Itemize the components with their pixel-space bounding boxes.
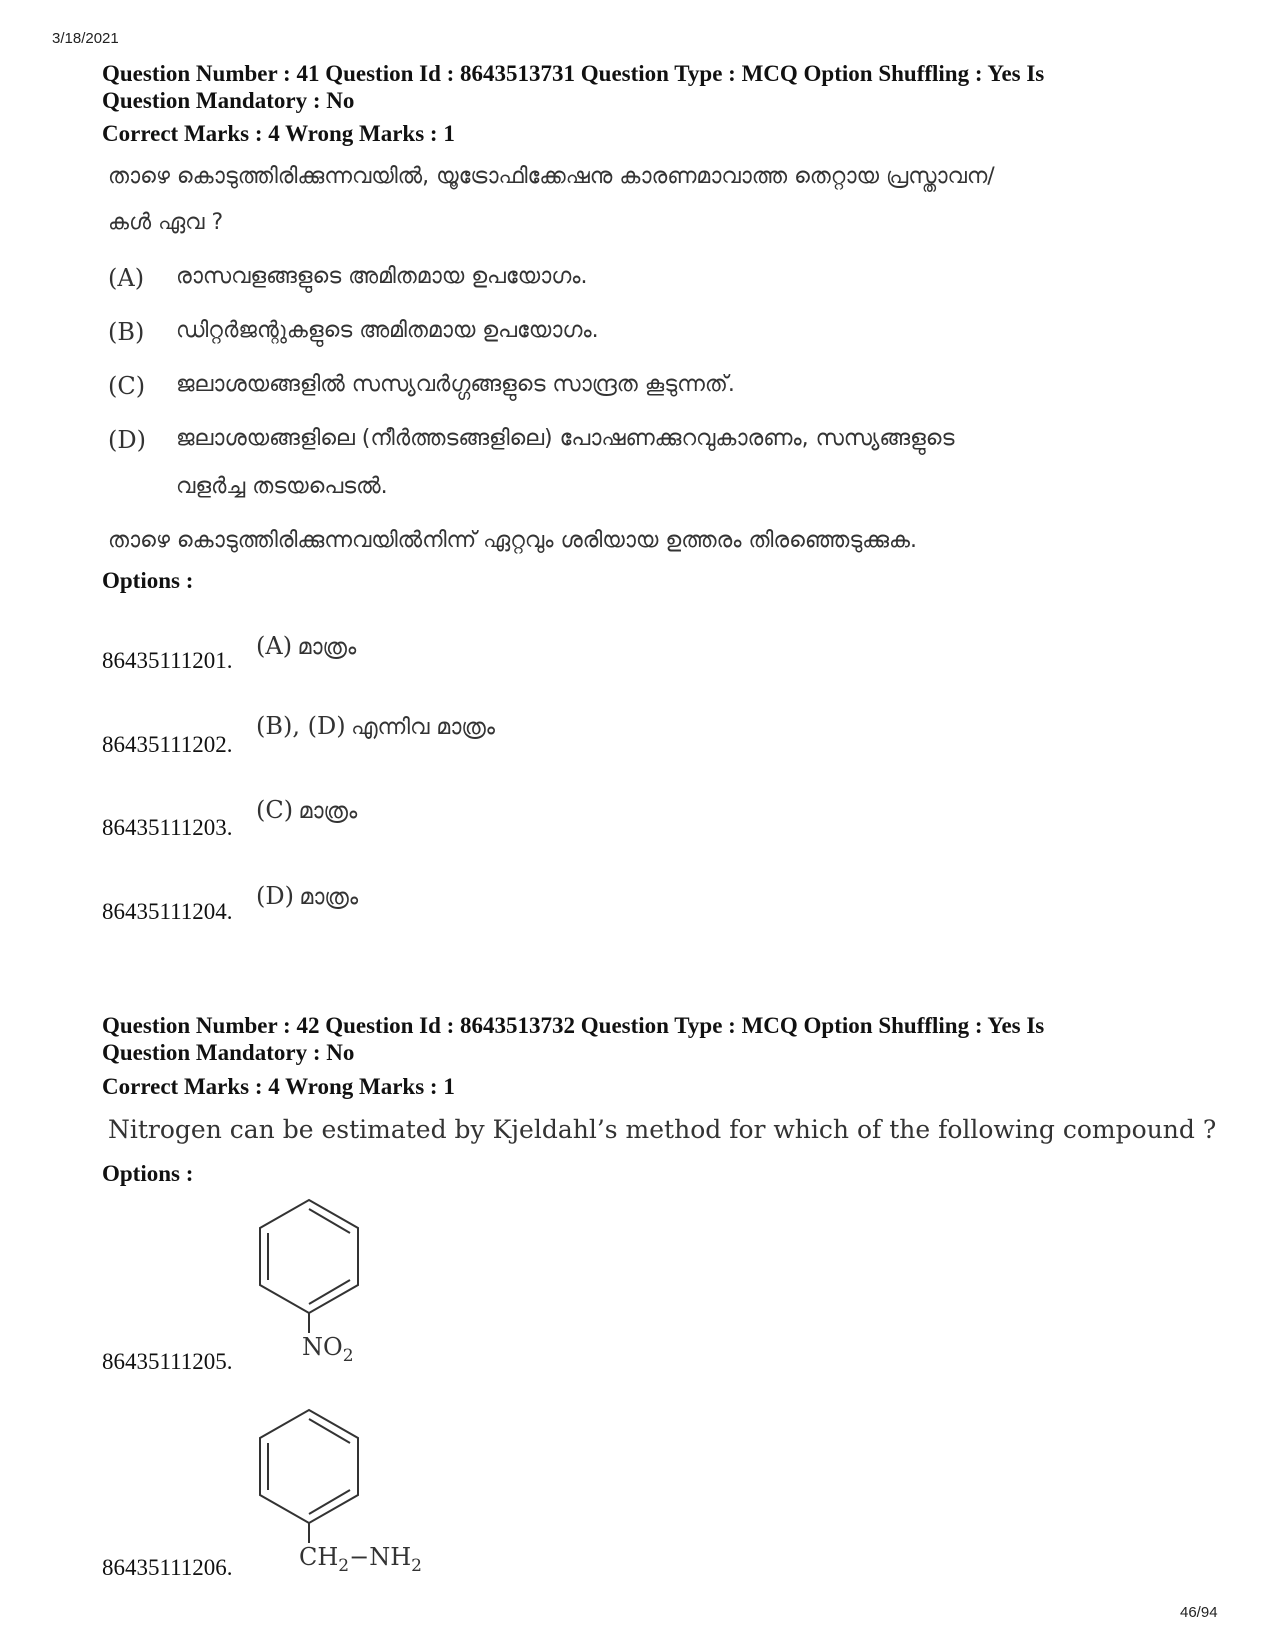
q41-header [102, 60, 1222, 114]
statement-text: ജലാശയങ്ങളിലെ (നീർത്തടങ്ങളിലെ) പോഷണക്കുറവുകാരണം, സസ്യങ്ങളുടെ [176, 426, 955, 451]
q42-marks: Correct Marks : 4 Wrong Marks : 1 [102, 1074, 455, 1099]
option-prefix: (B), (D) [256, 712, 346, 740]
option-prefix: (C) [256, 796, 294, 824]
q41-statement-a [108, 264, 588, 292]
q42-header [102, 1012, 1222, 1066]
option-id: 86435111203. [102, 815, 233, 840]
statement-label: (B) [108, 318, 145, 346]
q42-header-line1: Question Number : 42 Question Id : 8643513732 Question Type : MCQ Option Shuffling : Yes Is [102, 1013, 1045, 1038]
q42-stem: Nitrogen can be estimated by Kjeldahl’s method for which of the following compound ? [108, 1115, 1217, 1144]
option-id: 86435111201. [102, 648, 233, 673]
benzene-ring-outer [260, 1410, 358, 1523]
option-id: 86435111205. [102, 1349, 233, 1374]
q41-stem-line2: കൾ ഏവ ? [108, 210, 224, 235]
q41-statement-d [108, 426, 955, 454]
q41-header-line2: Question Mandatory : No [102, 88, 355, 113]
option-text [256, 796, 357, 824]
statement-text: ഡിറ്റർജന്റുകളുടെ അമിതമായ ഉപയോഗം. [176, 318, 599, 343]
q41-statement-c [108, 372, 735, 400]
q41-options-label: Options : [102, 568, 194, 593]
statement-text: രാസവളങ്ങളുടെ അമിതമായ ഉപയോഗം. [176, 264, 588, 289]
option-id: 86435111202. [102, 732, 233, 757]
statement-label: (D) [108, 426, 146, 454]
q41-marks: Correct Marks : 4 Wrong Marks : 1 [102, 121, 455, 146]
option-prefix: (D) [256, 882, 294, 910]
q41-instruction: താഴെ കൊടുത്തിരിക്കുന്നവയിൽനിന്ന് ഏറ്റവും ശരിയായ ഉത്തരം തിരഞ്ഞെടുക്കുക. [108, 528, 918, 553]
nitro-label: $NO_2$ [302, 1333, 354, 1366]
benzylamine-label: $CH_2-NH_2$ [299, 1543, 422, 1576]
q41-statement-b [108, 318, 599, 346]
print-date: 3/18/2021 [52, 30, 119, 47]
q41-header-line1: Question Number : 41 Question Id : 8643513731 Question Type : MCQ Option Shuffling : Yes Is [102, 61, 1045, 86]
statement-label: (A) [108, 264, 145, 292]
option-text [256, 882, 358, 910]
option-prefix: (A) [256, 632, 293, 660]
q42-header-line2: Question Mandatory : No [102, 1040, 355, 1065]
statement-label: (C) [108, 372, 146, 400]
q41-stem-line1: താഴെ കൊടുത്തിരിക്കുന്നവയിൽ, യൂട്രോഫിക്കേഷനു കാരണമാവാത്ത തെറ്റായ പ്രസ്താവന/ [108, 164, 995, 189]
q42-options-label: Options : [102, 1161, 194, 1186]
option-id: 86435111206. [102, 1555, 233, 1580]
option-body: മാത്രം [297, 635, 357, 660]
benzene-ring-outer [260, 1200, 358, 1313]
option-body: മാത്രം [298, 799, 358, 824]
benzylamine-structure [255, 1405, 445, 1575]
q41-statement-d-cont: വളർച്ച തടയപെടൽ. [176, 474, 388, 499]
option-text [256, 632, 356, 660]
option-body: മാത്രം [299, 885, 359, 910]
option-body: എന്നിവ മാത്രം [351, 715, 495, 740]
option-text [256, 712, 495, 740]
statement-text: ജലാശയങ്ങളിൽ സസ്യവർഗ്ഗങ്ങളുടെ സാന്ദ്രത കൂടുന്നത്. [176, 372, 735, 397]
option-id: 86435111204. [102, 899, 233, 924]
page-number: 46/94 [1180, 1604, 1218, 1621]
nitrobenzene-structure [255, 1195, 385, 1365]
